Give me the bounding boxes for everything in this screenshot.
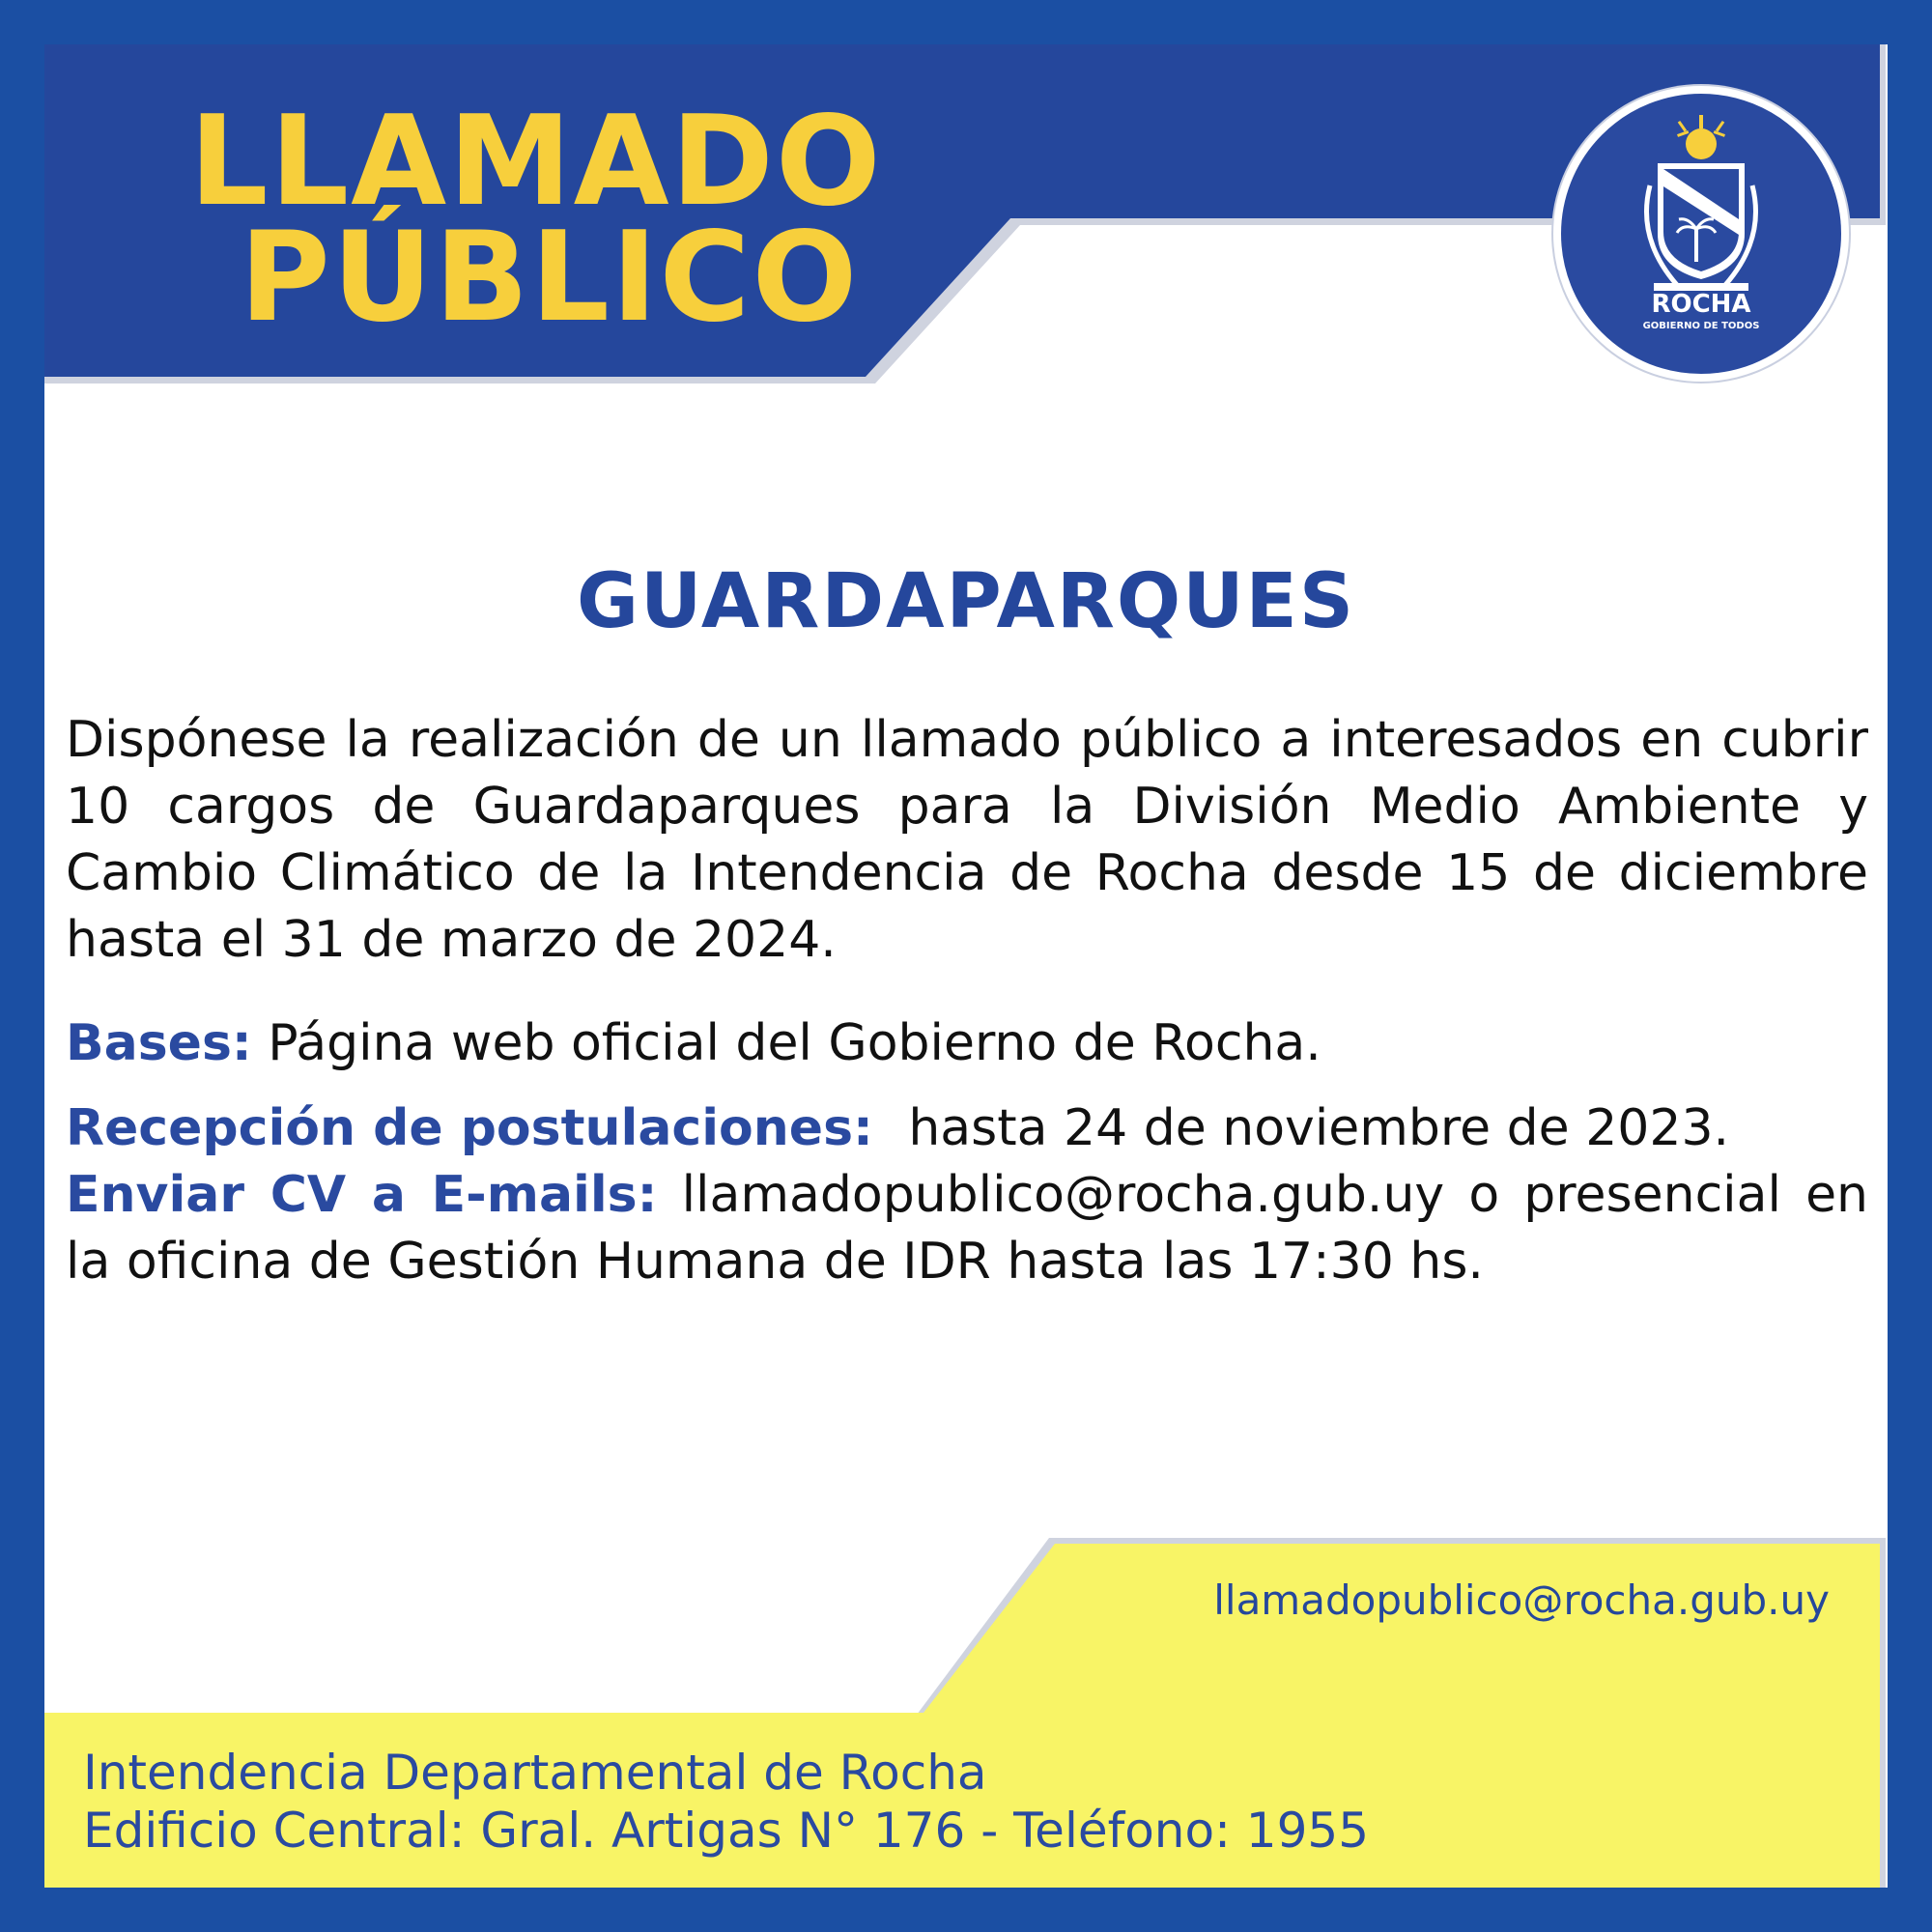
reception-text: hasta 24 de noviembre de 2023. [908,1099,1730,1157]
page-title [189,90,883,350]
send-cv-text: llamadopublico@rocha.gub.uy o presencial en la oficina de Gestión Humana de IDR hasta las 17:30 hs. [66,1166,1869,1291]
rocha-logo [1553,86,1849,382]
coat-of-arms-icon [1561,94,1841,374]
job-title: GUARDAPARQUES [576,558,1356,645]
reception-label: Recepción de postulaciones: [66,1099,873,1157]
footer-email-link[interactable]: llamadopublico@rocha.gub.uy [1213,1577,1830,1624]
reception-paragraph [66,1095,1868,1295]
logo-tagline: GOBIERNO DE TODOS [1642,321,1760,331]
title-line-2: PÚBLICO [240,206,860,350]
bases-text: Página web oficial del Gobierno de Rocha. [268,1014,1321,1072]
footer-address: Edificio Central: Gral. Artigas N° 176 - Teléfono: 1955 [83,1803,1370,1859]
intro-paragraph: Dispónese la realización de un llamado público a interesados en cubrir 10 cargos de Guardaparques para la División Medio Ambiente y Cambio Climático de la Intendencia de Rocha desde 15 de diciembre hasta el 31 de marzo de 2024. [66,711,1868,969]
bases-label: Bases: [66,1014,252,1072]
poster-body [44,44,1888,1888]
title-line-1: LLAMADO [189,90,883,234]
logo-name: ROCHA [1651,290,1751,319]
send-cv-label: Enviar CV a E-mails: [66,1166,658,1224]
footer-organization: Intendencia Departamental de Rocha [83,1745,987,1801]
bases-paragraph [66,1010,1868,1077]
